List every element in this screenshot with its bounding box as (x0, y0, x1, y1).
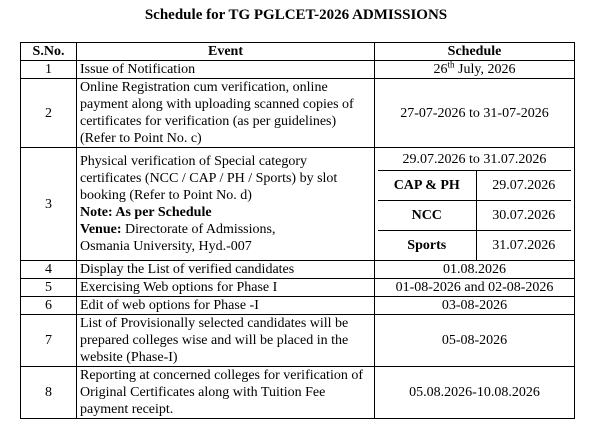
row-sno: 6 (21, 297, 77, 315)
table-row (21, 315, 575, 367)
row-event: Edit of web options for Phase -I (77, 297, 375, 315)
table-row (21, 279, 575, 297)
row-schedule (375, 61, 575, 79)
row-event-venue-text: Directorate of Admissions, (121, 222, 276, 237)
row-event-text: Physical verification of Special category certificates (NCC / CAP / PH / Sports) by slot booking (Refer to Point No. d) (80, 154, 338, 203)
table-row (21, 261, 575, 279)
schedule-day: 26 (433, 62, 448, 77)
row-schedule-nested (375, 148, 575, 261)
special-category-label: Sports (378, 231, 476, 261)
schedule-ordinal: th (447, 59, 455, 70)
row-event: Reporting at concerned colleges for verification of Original Certificates along with Tuition Fee payment receipt. (77, 367, 375, 419)
schedule-table (20, 42, 575, 419)
row-event (77, 148, 375, 261)
table-row (21, 61, 575, 79)
table-row (21, 367, 575, 419)
row-event-note: Note: As per Schedule (80, 205, 212, 220)
row-sno: 4 (21, 261, 77, 279)
special-category-date: 29.07.2026 (476, 171, 571, 201)
header-sno: S.No. (21, 43, 77, 61)
row-event: Display the List of verified candidates (77, 261, 375, 279)
special-category-row (378, 201, 571, 231)
row-schedule: 03-08-2026 (375, 297, 575, 315)
special-category-label: NCC (378, 201, 476, 231)
row-schedule: 01.08.2026 (375, 261, 575, 279)
row-event-venue-line2: Osmania University, Hyd.-007 (80, 239, 252, 254)
row-event: Issue of Notification (77, 61, 375, 79)
table-row (21, 297, 575, 315)
special-category-row (378, 231, 571, 261)
table-row (21, 148, 575, 261)
row-event: Online Registration cum verification, online payment along with uploading scanned copies of certificates for verification (as per guidelines) (Refer to Point No. c) (77, 79, 375, 148)
row-sno: 2 (21, 79, 77, 148)
page-title: Schedule for TG PGLCET-2026 ADMISSIONS (144, 7, 448, 23)
row-sno: 7 (21, 315, 77, 367)
row-sno: 3 (21, 148, 77, 261)
row-schedule: 05.08.2026-10.08.2026 (375, 367, 575, 419)
special-category-range-row (378, 148, 571, 171)
special-category-row (378, 171, 571, 201)
special-category-schedule (378, 148, 571, 260)
table-row (21, 79, 575, 148)
row-event: Exercising Web options for Phase I (77, 279, 375, 297)
special-category-date: 31.07.2026 (476, 231, 571, 261)
row-event-venue-label: Venue: (80, 222, 122, 237)
header-event: Event (77, 43, 375, 61)
table-header-row (21, 43, 575, 61)
row-sno: 5 (21, 279, 77, 297)
row-sno: 8 (21, 367, 77, 419)
row-schedule: 01-08-2026 and 02-08-2026 (375, 279, 575, 297)
schedule-month-year: July, 2026 (454, 62, 516, 77)
row-sno: 1 (21, 61, 77, 79)
row-event: List of Provisionally selected candidates will be prepared colleges wise and will be placed in the website (Phase-I) (77, 315, 375, 367)
row-schedule: 27-07-2026 to 31-07-2026 (375, 79, 575, 148)
row-schedule: 05-08-2026 (375, 315, 575, 367)
special-category-range: 29.07.2026 to 31.07.2026 (402, 151, 547, 167)
header-schedule: Schedule (375, 43, 575, 61)
special-category-date: 30.07.2026 (476, 201, 571, 231)
special-category-label: CAP & PH (378, 171, 476, 201)
